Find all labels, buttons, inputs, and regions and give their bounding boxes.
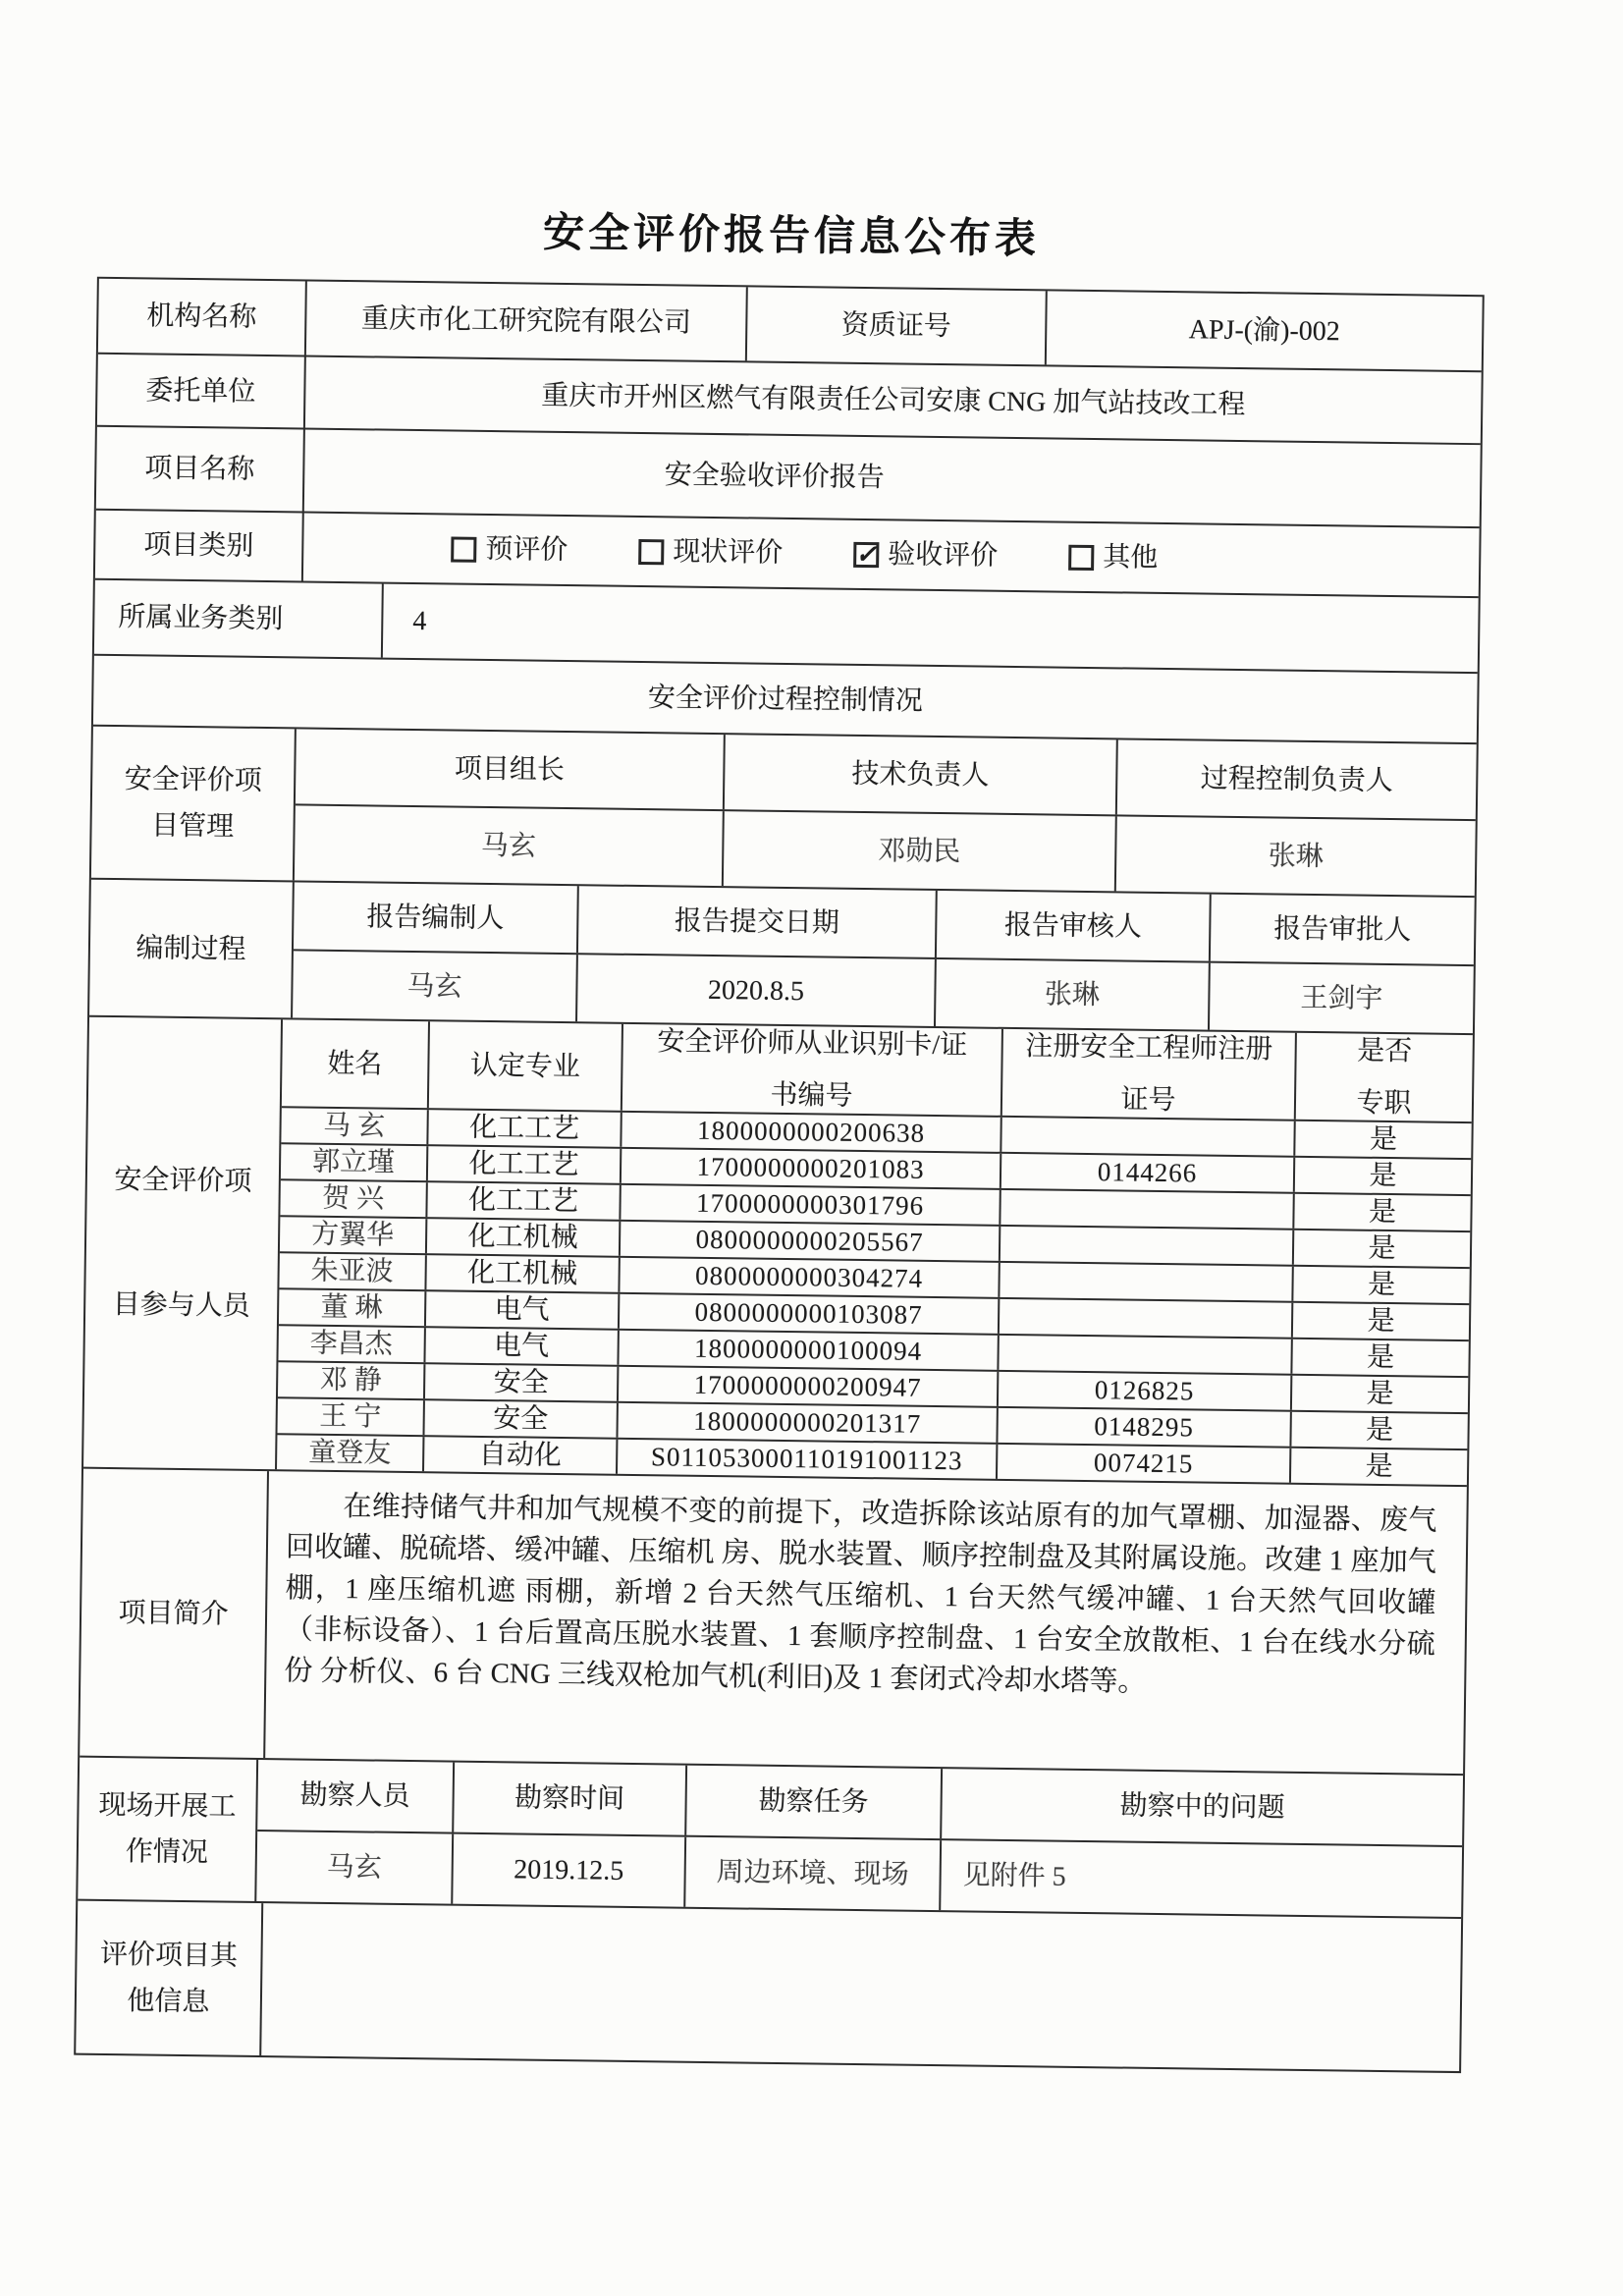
option-status-evaluation	[638, 534, 783, 571]
document-content	[74, 194, 1486, 2073]
business-type-label: 所属业务类别	[118, 602, 284, 635]
summary-label: 项目简介	[118, 1597, 229, 1630]
compilation-grid	[291, 882, 1475, 1033]
site-work-label	[78, 1758, 256, 1901]
submit-date-value: 2020.8.5	[575, 955, 935, 1026]
submit-date-header: 报告提交日期	[576, 886, 936, 957]
management-grid	[293, 729, 1477, 896]
col-header-reg: 注册安全工程师注册 证号	[1001, 1029, 1295, 1120]
participant-row: 董 琳 电气 0800000000103087 是	[279, 1287, 1469, 1339]
participant-row: 贺 兴 化工工艺 1700000000301796 是	[280, 1178, 1470, 1230]
col-header-fulltime: 是否 专职	[1294, 1033, 1473, 1121]
participant-row: 李昌杰 电气 1800000000100094 是	[278, 1324, 1468, 1376]
participant-row: 童登友 自动化 S011053000110191001123 0074215 是	[277, 1433, 1467, 1485]
survey-personnel-value: 马玄	[326, 1851, 382, 1884]
survey-task-value: 周边环境、现场	[683, 1837, 940, 1910]
team-leader-header: 项目组长	[454, 753, 566, 786]
section-summary	[80, 1467, 1467, 1774]
cert-no-label: 资质证号	[745, 287, 1046, 364]
process-control-header: 安全评价过程控制情况	[647, 682, 924, 717]
site-work-label-line2: 作情况	[125, 1836, 209, 1869]
other-info-label-line1: 评价项目其	[99, 1939, 239, 1972]
report-writer-value: 马玄	[406, 970, 462, 1003]
checkbox-icon	[638, 538, 664, 564]
approver-value: 王剑宇	[1208, 963, 1474, 1034]
management-label	[91, 727, 295, 881]
survey-issues-value: 见附件 5	[939, 1840, 1462, 1917]
participants-label	[83, 1017, 281, 1470]
participants-table	[275, 1019, 1473, 1485]
option-pre-evaluation	[451, 531, 568, 568]
participant-row: 方翼华 化工机械 0800000000205567 是	[280, 1215, 1470, 1267]
participant-row: 郭立瑾 化工工艺 1700000000201083 0144266 是	[281, 1142, 1471, 1194]
participant-row: 马 玄 化工工艺 1800000000200638 是	[281, 1106, 1471, 1158]
survey-issues-header: 勘察中的问题	[940, 1769, 1463, 1845]
other-info-label	[76, 1901, 261, 2055]
section-management	[91, 725, 1477, 896]
col-header-major: 认定专业	[427, 1021, 622, 1111]
option-acceptance-evaluation	[853, 537, 998, 574]
cert-no-value: APJ-(渝)-002	[1045, 291, 1483, 370]
col-header-name: 姓名	[327, 1048, 383, 1080]
reviewer-value: 张琳	[934, 959, 1209, 1030]
client-value: 重庆市开州区燃气有限责任公司安康 CNG 加气站技改工程	[303, 356, 1482, 443]
tech-lead-value: 邓勋民	[722, 811, 1115, 891]
checkbox-icon	[1068, 544, 1094, 570]
option-other	[1068, 540, 1158, 575]
col-header-card: 安全评价师从业识别卡/证 书编号	[621, 1024, 1001, 1116]
compilation-label: 编制过程	[135, 932, 246, 965]
participant-row: 朱亚波 化工机械 0800000000304274 是	[279, 1251, 1469, 1303]
page-title: 安全评价报告信息公布表	[542, 208, 1041, 262]
project-name-label: 项目名称	[144, 453, 255, 485]
team-leader-value: 马玄	[480, 830, 537, 862]
participants-label-line2: 目参与人员	[112, 1289, 250, 1322]
project-type-label: 项目类别	[143, 529, 254, 562]
project-name-value: 安全验收评价报告	[302, 429, 1481, 526]
checkbox-mark: ✓	[855, 539, 878, 569]
org-name-label: 机构名称	[146, 301, 257, 333]
option-label: 现状评价	[673, 536, 784, 569]
approver-header: 报告审批人	[1209, 895, 1475, 965]
process-control-header-cell: 过程控制负责人	[1115, 739, 1477, 819]
form-table	[74, 277, 1485, 2073]
site-work-label-line1: 现场开展工	[98, 1789, 237, 1823]
option-label: 验收评价	[888, 539, 999, 572]
business-type-value: 4	[381, 584, 1479, 673]
participant-row: 王 宁 安全 1800000000201317 0148295 是	[278, 1396, 1468, 1449]
other-info-empty-cell	[259, 1903, 1461, 2071]
management-label-line2: 目管理	[150, 810, 235, 843]
site-work-grid	[254, 1760, 1463, 1917]
participant-row: 邓 静 安全 1700000000200947 0126825 是	[278, 1360, 1468, 1412]
checkbox-icon	[451, 536, 476, 562]
participants-header-row	[282, 1019, 1473, 1121]
section-compilation	[89, 878, 1475, 1033]
section-other-info	[76, 1899, 1461, 2071]
survey-time-value: 2019.12.5	[451, 1834, 684, 1907]
report-writer-header: 报告编制人	[366, 901, 505, 934]
survey-personnel-header: 勘察人员	[299, 1779, 410, 1813]
survey-task-header: 勘察任务	[684, 1766, 941, 1838]
option-label: 其他	[1103, 542, 1159, 574]
client-label: 委托单位	[145, 374, 256, 408]
summary-text: 在维持储气井和加气规模不变的前提下，改造拆除该站原有的加气罩棚、加湿器、废气回收罐、脱硫塔、缓冲罐、压缩机 房、脱水装置、顺序控制盘及其附属设施。改建 1 座加气棚，1 座压缩机遮 雨棚，新增 2 台天然气压缩机、1 台天然气缓冲罐、1 台天然气回收罐（非标设备）、1 台后置高压脱水装置、1 套顺序控制盘、1 台安全放散柜、1 台在线水分硫份 分析仪、6 台 CNG 三线双枪加气机(利旧)及 1 套闭式冷却水塔等。	[263, 1471, 1467, 1774]
section-participants	[83, 1015, 1473, 1485]
org-name-value: 重庆市化工研究院有限公司	[304, 282, 746, 361]
tech-lead-header: 技术负责人	[723, 735, 1116, 814]
option-label: 预评价	[485, 533, 568, 567]
process-control-value: 张琳	[1114, 816, 1476, 896]
survey-time-header: 勘察时间	[452, 1763, 685, 1835]
checkbox-checked-icon	[853, 541, 879, 567]
reviewer-header: 报告审核人	[935, 891, 1210, 961]
participants-label-line1: 安全评价项	[114, 1165, 252, 1197]
section-site-work	[78, 1756, 1463, 1917]
other-info-label-line2: 他信息	[127, 1985, 210, 2017]
management-label-line1: 安全评价项	[124, 764, 262, 796]
